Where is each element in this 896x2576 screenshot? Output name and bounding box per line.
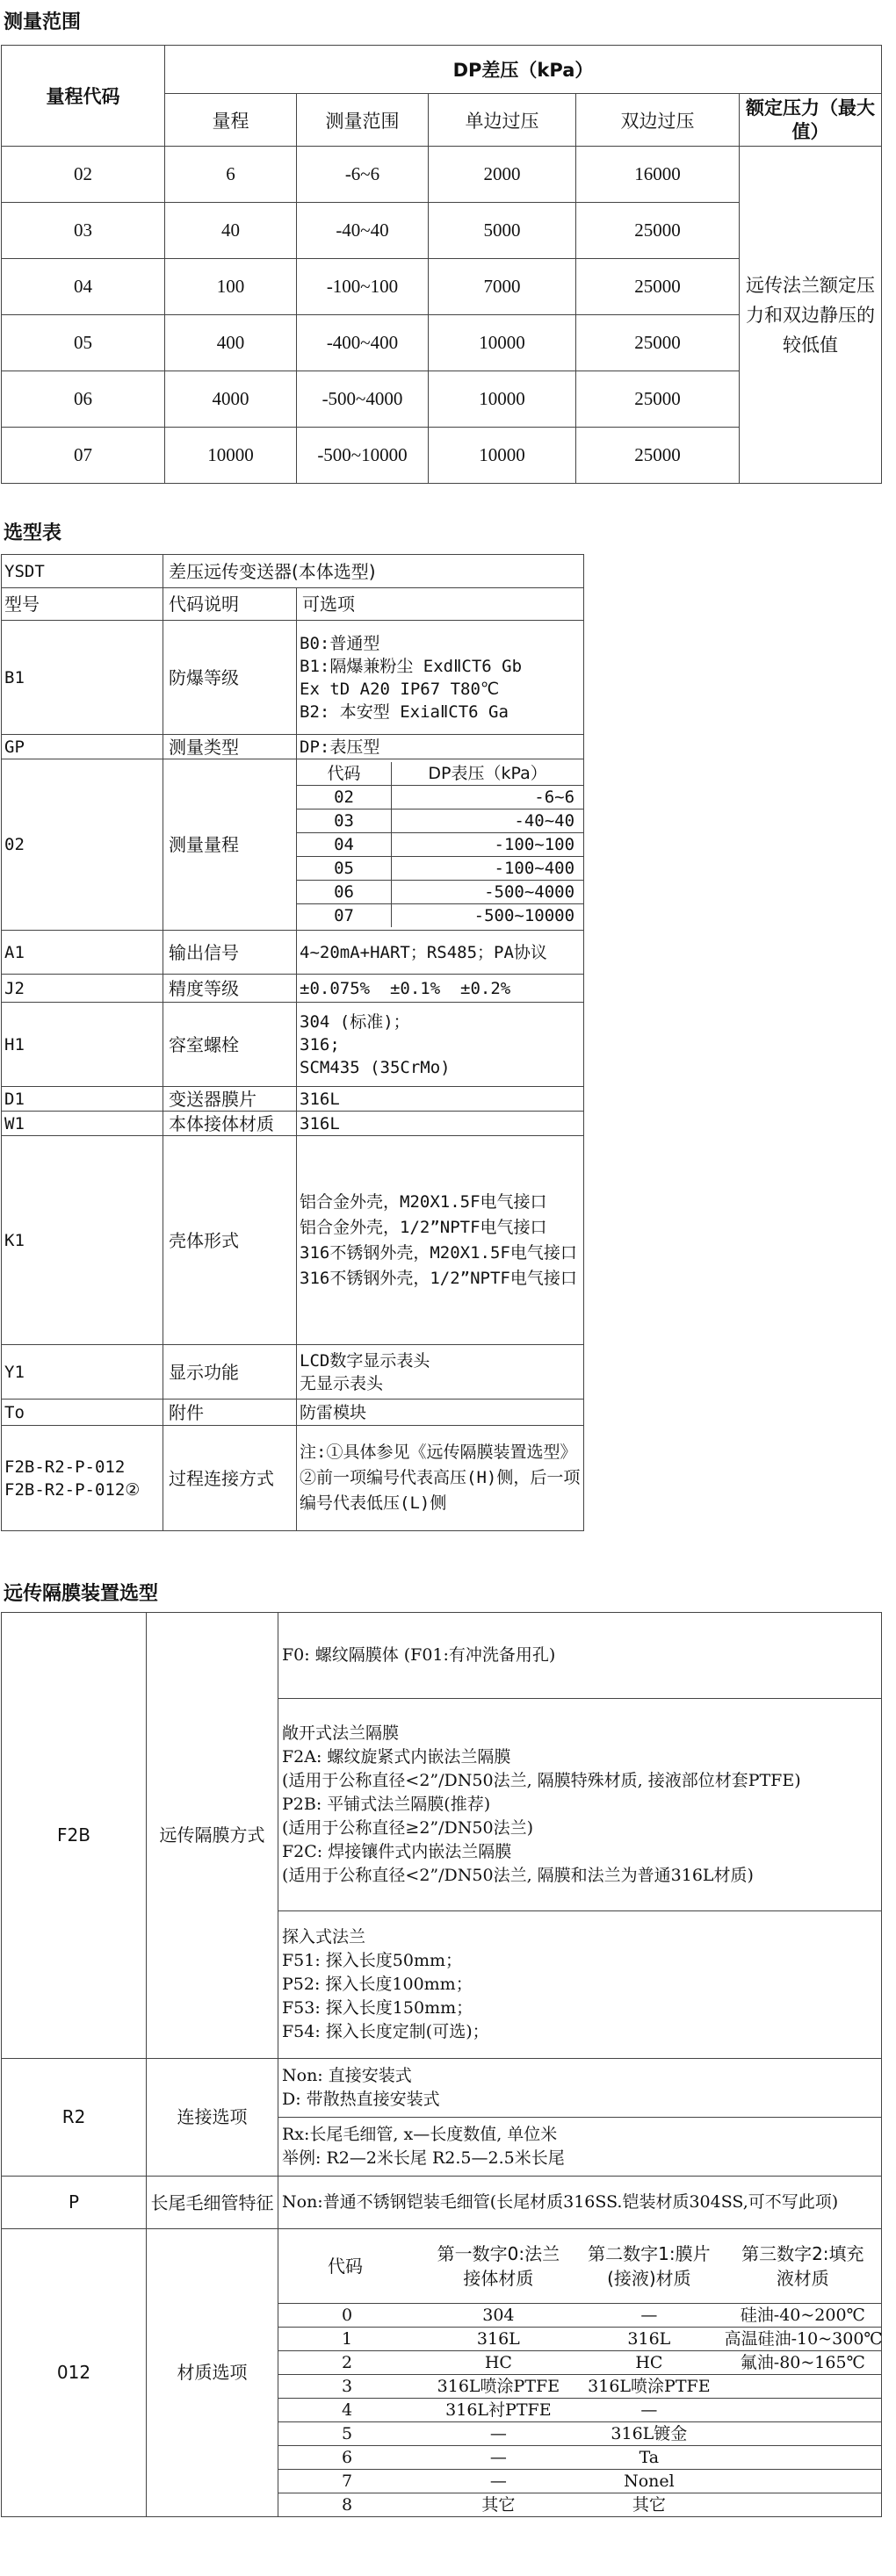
cell: -40~40 — [297, 203, 429, 259]
cell: 16000 — [576, 147, 740, 203]
cell: 容室螺栓 — [163, 1003, 297, 1087]
table-row — [2, 1112, 584, 1136]
cell: Nonel — [574, 2470, 725, 2493]
table-row — [2, 1003, 584, 1087]
table-row — [2, 1345, 584, 1400]
table-row — [2, 975, 584, 1003]
table-row — [297, 857, 583, 881]
text-line: 316不锈钢外壳，M20X1.5F电气接口 — [300, 1242, 577, 1263]
cell: 本体接体材质 — [163, 1112, 297, 1136]
text-line: F2C: 焊接镶件式内嵌法兰隔膜 — [282, 1842, 512, 1861]
table-row — [278, 2493, 881, 2517]
text-line: B1:隔爆兼粉尘 ExdⅡCT6 Gb — [300, 656, 523, 676]
cell: 8 — [342, 2495, 353, 2515]
cell: 100 — [165, 259, 297, 315]
table-row — [2, 1613, 882, 1699]
cell: 代码 — [297, 762, 392, 786]
text-line: F2B-R2-P-012② — [4, 1479, 141, 1500]
text-line: (适用于公称直径≥2”/DN50法兰) — [282, 1818, 533, 1838]
cell: 其它 — [632, 2495, 666, 2515]
cell: — — [574, 2399, 725, 2422]
cell: Ta — [574, 2446, 725, 2470]
text-line: F53: 探入长度150mm； — [282, 1998, 473, 2018]
cell: -500~4000 — [297, 371, 429, 428]
text-line: F2B-R2-P-012 — [4, 1457, 126, 1477]
cell: 02 — [2, 759, 163, 931]
cell: -6~6 — [297, 147, 429, 203]
table-row — [2, 1136, 584, 1345]
text-line: 铝合金外壳，1/2”NPTF电气接口 — [300, 1217, 547, 1237]
cell: 代码说明 — [163, 588, 297, 621]
cell: 10000 — [165, 428, 297, 484]
cell: 316L — [297, 1112, 584, 1136]
cell: -100~400 — [392, 857, 583, 881]
table-row — [297, 881, 583, 904]
table-row — [297, 762, 583, 786]
cell — [297, 1136, 584, 1345]
table-row — [297, 833, 583, 857]
cell: 5 — [278, 2422, 423, 2446]
cell: 测量量程 — [163, 759, 297, 931]
cell: 02 — [297, 786, 392, 809]
text-line: Non: 直接安装式 — [282, 2066, 412, 2085]
cell: 测量类型 — [163, 735, 297, 759]
cell: 06 — [2, 371, 165, 428]
rated-header: 额定压力（最大值） — [740, 94, 882, 147]
table-row — [2, 621, 584, 735]
cell: 316L镀金 — [574, 2422, 725, 2446]
table-row — [278, 2229, 881, 2304]
section-title-select: 选型表 — [4, 522, 62, 544]
cell: -500~10000 — [297, 428, 429, 484]
cell: 316L喷涂PTFE — [423, 2375, 574, 2399]
text-line: D: 带散热直接安装式 — [282, 2090, 440, 2109]
cell: YSDT — [2, 555, 163, 588]
cell — [278, 2059, 882, 2118]
cell: 2000 — [429, 147, 576, 203]
text-line: F2A: 螺纹旋紧式内嵌法兰隔膜 — [282, 1747, 511, 1767]
cell: 04 — [297, 833, 392, 857]
cell: GP — [2, 735, 163, 759]
cell: 316L — [297, 1087, 584, 1112]
sub-header: 量程 — [165, 94, 297, 147]
cell: -6~6 — [392, 786, 583, 809]
text-line: Rx:长尾毛细管, x—长度数值, 单位米 — [282, 2125, 558, 2144]
cell: J2 — [2, 975, 163, 1003]
cell: 304 — [423, 2304, 574, 2328]
cell: B1 — [2, 621, 163, 735]
cell: 10000 — [429, 371, 576, 428]
cell: 7 — [278, 2470, 423, 2493]
sub-header: 单边过压 — [429, 94, 576, 147]
cell: 过程连接方式 — [163, 1426, 297, 1531]
cell: 第一数字0:法兰接体材质 — [423, 2229, 574, 2304]
table-row — [2, 588, 584, 621]
cell: F2B — [2, 1613, 147, 2059]
cell: Y1 — [2, 1345, 163, 1400]
table-row — [2, 2229, 882, 2517]
cell: 25000 — [576, 371, 740, 428]
cell: 40 — [165, 203, 297, 259]
cell: 第二数字1:膜片(接液)材质 — [574, 2229, 725, 2304]
cell: 4000 — [165, 371, 297, 428]
cell — [297, 621, 584, 735]
text-line: Ex tD A20 IP67 T80℃ — [300, 679, 500, 699]
text-line: 316; — [300, 1034, 340, 1054]
cell: 400 — [165, 315, 297, 371]
cell: 4 — [278, 2399, 423, 2422]
cell — [297, 759, 584, 931]
text-line: 探入式法兰 — [282, 1927, 366, 1946]
cell: 第三数字2:填充液材质 — [725, 2229, 881, 2304]
sub-header: 测量范围 — [297, 94, 429, 147]
cell: 0 — [278, 2304, 423, 2328]
cell: 05 — [297, 857, 392, 881]
text-line: 敞开式法兰隔膜 — [282, 1723, 400, 1743]
cell: 316L — [574, 2328, 725, 2351]
table-row — [278, 2399, 881, 2422]
cell: 附件 — [163, 1400, 297, 1426]
table-row — [2, 1087, 584, 1112]
text-line: 304 (标准)； — [300, 1011, 410, 1032]
text-line: P52: 探入长度100mm； — [282, 1975, 473, 1994]
table-row — [2, 2177, 882, 2229]
cell: K1 — [2, 1136, 163, 1345]
cell: 型号 — [2, 588, 163, 621]
cell — [278, 1911, 882, 2059]
cell — [297, 1003, 584, 1087]
select-table — [1, 554, 584, 1531]
table-row — [2, 759, 584, 931]
table-row — [278, 2422, 881, 2446]
cell: 7000 — [429, 259, 576, 315]
text-line: (适用于公称直径<2”/DN50法兰, 隔膜和法兰为普通316L材质) — [282, 1866, 754, 1885]
cell: To — [2, 1400, 163, 1426]
cell: -100~100 — [297, 259, 429, 315]
cell — [725, 2375, 881, 2399]
range-code-header: 量程代码 — [2, 46, 165, 147]
cell — [278, 2229, 882, 2517]
cell: DP:表压型 — [297, 735, 584, 759]
cell: 07 — [297, 904, 392, 928]
cell: 5000 — [429, 203, 576, 259]
cell: HC — [574, 2351, 725, 2375]
text-line: ②前一项编号代表高压(H)侧，后一项编号代表低压(L)侧 — [300, 1468, 581, 1513]
table-row — [297, 809, 583, 833]
table-row — [2, 147, 882, 203]
cell — [297, 1345, 584, 1400]
cell: — — [423, 2422, 574, 2446]
range-table — [1, 45, 882, 484]
cell: 316L衬PTFE — [423, 2399, 574, 2422]
cell: 防雷模块 — [297, 1400, 584, 1426]
cell: D1 — [2, 1087, 163, 1112]
table-row — [2, 1400, 584, 1426]
table-row — [2, 2059, 882, 2118]
cell: 10000 — [429, 428, 576, 484]
cell: -40~40 — [392, 809, 583, 833]
cell: 3 — [278, 2375, 423, 2399]
cell: 差压远传变送器(本体选型) — [163, 555, 584, 588]
table-row — [2, 1426, 584, 1531]
cell: — — [574, 2304, 725, 2328]
table-row — [278, 2304, 881, 2328]
table-row — [297, 904, 583, 928]
sub-header: 双边过压 — [576, 94, 740, 147]
cell: 02 — [2, 147, 165, 203]
table-row — [2, 555, 584, 588]
cell: H1 — [2, 1003, 163, 1087]
cell: 连接选项 — [147, 2059, 278, 2177]
cell — [725, 2470, 881, 2493]
cell: 10000 — [429, 315, 576, 371]
cell — [278, 1699, 882, 1911]
cell: 显示功能 — [163, 1345, 297, 1400]
cell: 316L喷涂PTFE — [574, 2375, 725, 2399]
table-row — [2, 931, 584, 975]
cell: 1 — [278, 2328, 423, 2351]
cell: 25000 — [576, 315, 740, 371]
cell: 07 — [2, 428, 165, 484]
cell: 精度等级 — [163, 975, 297, 1003]
text-line: F51: 探入长度50mm； — [282, 1951, 463, 1970]
cell: P — [2, 2177, 147, 2229]
rated-value: 远传法兰额定压力和双边静压的较低值 — [740, 147, 882, 484]
table-row — [278, 2328, 881, 2351]
cell: 06 — [297, 881, 392, 904]
cell: 25000 — [576, 203, 740, 259]
table-row — [278, 2470, 881, 2493]
cell: 可选项 — [297, 588, 584, 621]
text-line: B0:普通型 — [300, 633, 380, 653]
cell: 03 — [2, 203, 165, 259]
text-line: P2B: 平铺式法兰隔膜(推荐) — [282, 1795, 491, 1814]
cell: 6 — [165, 147, 297, 203]
dp-header: DP差压（kPa） — [165, 46, 882, 94]
material-subtable — [278, 2229, 881, 2516]
cell: A1 — [2, 931, 163, 975]
cell: HC — [423, 2351, 574, 2375]
cell — [278, 2118, 882, 2177]
cell: W1 — [2, 1112, 163, 1136]
text-line: 316不锈钢外壳，1/2”NPTF电气接口 — [300, 1268, 577, 1288]
text-line: SCM435 (35CrMo) — [300, 1057, 451, 1077]
cell: 硅油-40~200℃ — [725, 2304, 881, 2328]
remote-table — [1, 1612, 882, 2517]
text-line: F54: 探入长度定制(可选)； — [282, 2022, 489, 2041]
cell — [725, 2446, 881, 2470]
cell — [297, 1426, 584, 1531]
cell: 25000 — [576, 259, 740, 315]
table-row — [297, 786, 583, 809]
cell: 变送器膜片 — [163, 1087, 297, 1112]
cell: 材质选项 — [147, 2229, 278, 2517]
table-row — [278, 2375, 881, 2399]
cell: 25000 — [576, 428, 740, 484]
text-line: 铝合金外壳，M20X1.5F电气接口 — [300, 1191, 547, 1212]
cell: 高温硅油-10~300℃ — [725, 2328, 881, 2351]
cell: -500~4000 — [392, 881, 583, 904]
section-title-remote: 远传隔膜装置选型 — [4, 1583, 159, 1605]
cell: 壳体形式 — [163, 1136, 297, 1345]
cell — [725, 2422, 881, 2446]
cell: 长尾毛细管特征 — [147, 2177, 278, 2229]
cell — [725, 2493, 881, 2517]
cell: R2 — [2, 2059, 147, 2177]
range-code-subtable — [297, 762, 583, 927]
cell — [2, 1426, 163, 1531]
cell: 04 — [2, 259, 165, 315]
text-line: 注:①具体参见《远传隔膜装置选型》 — [300, 1443, 577, 1462]
cell: 4~20mA+HART；RS485；PA协议 — [297, 931, 584, 975]
cell: 远传隔膜方式 — [147, 1613, 278, 2059]
cell: 防爆等级 — [163, 621, 297, 735]
text-line: B2: 本安型 ExiaⅡCT6 Ga — [300, 702, 509, 722]
cell: — — [423, 2446, 574, 2470]
cell: — — [423, 2470, 574, 2493]
cell: 代码 — [278, 2229, 423, 2304]
cell: 012 — [2, 2229, 147, 2517]
cell: -500~10000 — [473, 906, 575, 925]
cell: DP表压（kPa） — [392, 762, 583, 786]
cell: 2 — [278, 2351, 423, 2375]
text-line: LCD数字显示表头 — [300, 1350, 430, 1371]
cell: -400~400 — [297, 315, 429, 371]
cell: ±0.075% ±0.1% ±0.2% — [297, 975, 584, 1003]
cell: 03 — [297, 809, 392, 833]
text-line: 无显示表头 — [300, 1373, 384, 1393]
cell: 氟油-80~165℃ — [725, 2351, 881, 2375]
cell: 其它 — [481, 2495, 516, 2515]
cell: 输出信号 — [163, 931, 297, 975]
cell: 6 — [278, 2446, 423, 2470]
cell — [725, 2399, 881, 2422]
text-line: (适用于公称直径<2”/DN50法兰, 隔膜特殊材质, 接液部位材套PTFE) — [282, 1771, 801, 1790]
text-line: 举例: R2—2米长尾 R2.5—2.5米长尾 — [282, 2148, 565, 2168]
cell: 316L — [423, 2328, 574, 2351]
table-row — [278, 2351, 881, 2375]
cell: F0: 螺纹隔膜体 (F01:有冲洗备用孔) — [278, 1613, 882, 1699]
cell: 05 — [2, 315, 165, 371]
cell: -100~100 — [392, 833, 583, 857]
cell: Non:普通不锈钢铠装毛细管(长尾材质316SS.铠装材质304SS,可不写此项) — [278, 2177, 882, 2229]
table-row — [278, 2446, 881, 2470]
table-row — [2, 735, 584, 759]
section-title-range: 测量范围 — [4, 11, 82, 33]
